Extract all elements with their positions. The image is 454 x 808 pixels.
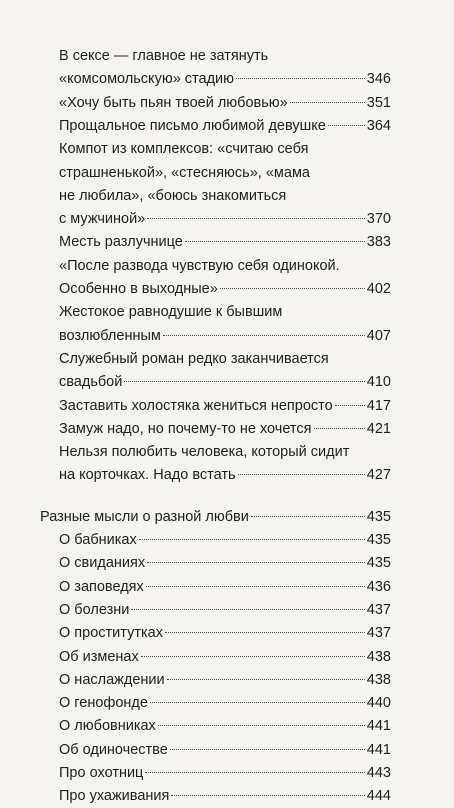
entry-title: Особенно в выходные» <box>59 281 218 297</box>
toc-entry <box>59 277 391 301</box>
toc-line <box>59 738 391 762</box>
page-number: 440 <box>366 695 391 712</box>
toc-line <box>59 254 391 278</box>
toc-line <box>59 551 391 575</box>
page-number: 417 <box>366 397 391 414</box>
entry-title: О проститутках <box>59 625 163 642</box>
dot-leader <box>141 656 365 657</box>
page-number: 444 <box>366 788 391 805</box>
entry-title: Месть разлучнице <box>59 234 183 251</box>
page-number: 437 <box>366 601 391 618</box>
toc-entry <box>59 67 391 91</box>
toc-line <box>59 184 391 208</box>
page-number: 421 <box>366 420 391 437</box>
page-number: 407 <box>366 327 391 344</box>
entry-title: с мужчиной» <box>59 211 146 228</box>
toc-line <box>59 621 391 645</box>
toc-line <box>59 668 391 692</box>
toc-entry <box>59 44 391 68</box>
entry-title: О заповедях <box>59 578 144 595</box>
dot-leader <box>238 474 365 475</box>
page-number: 346 <box>366 71 391 88</box>
entry-title: Заставить холостяка жениться непросто <box>59 397 333 414</box>
dot-leader <box>147 562 365 563</box>
toc-subentry <box>59 598 391 622</box>
toc-line <box>59 645 391 669</box>
dot-leader <box>150 702 365 703</box>
toc-line <box>59 575 391 599</box>
dot-leader <box>314 428 365 429</box>
entry-title: Компот из комплексов: «считаю себя <box>59 141 309 158</box>
dot-leader <box>147 218 365 219</box>
toc-line <box>59 91 391 115</box>
dot-leader <box>251 516 365 517</box>
toc-line <box>59 394 391 418</box>
entry-title: Про ухаживания <box>59 788 170 805</box>
entry-title: Прощальное письмо любимой девушке <box>59 117 326 134</box>
entry-title: Про охотниц <box>59 765 144 781</box>
page-number: 435 <box>366 532 391 548</box>
page-number: 383 <box>366 234 391 251</box>
entry-title: на корточках. Надо встать <box>59 467 236 484</box>
entry-title: О болезни <box>59 601 130 618</box>
dot-leader <box>328 125 365 126</box>
toc-subentry <box>59 551 391 575</box>
toc-line <box>59 417 391 441</box>
toc-section <box>40 505 391 529</box>
toc-entry <box>59 207 391 231</box>
toc-line <box>59 114 391 138</box>
page-number: 402 <box>366 281 391 297</box>
entry-title: В сексе — главное не затянуть <box>59 48 269 64</box>
entry-title: Об изменах <box>59 648 139 665</box>
toc-entry <box>59 440 391 464</box>
entry-title: Замуж надо, но почему-то не хочется <box>59 420 312 437</box>
dot-leader <box>165 632 365 633</box>
entry-title: «После развода чувствую себя одинокой. <box>59 257 340 274</box>
dot-leader <box>163 335 365 336</box>
toc-subentry <box>59 668 391 692</box>
toc-entry <box>59 161 391 185</box>
entry-title: Служебный роман редко заканчивается <box>59 350 329 367</box>
page-number: 410 <box>366 374 391 391</box>
toc-entry <box>59 300 391 324</box>
dot-leader <box>236 78 365 79</box>
page-number: 435 <box>366 555 391 572</box>
page-number: 438 <box>366 671 391 688</box>
page-number: 436 <box>366 578 391 595</box>
dot-leader <box>220 288 365 289</box>
dot-leader <box>290 102 365 103</box>
page-number: 438 <box>366 648 391 665</box>
page-number: 437 <box>366 625 391 642</box>
toc-subentry <box>59 575 391 599</box>
dot-leader <box>167 679 365 680</box>
dot-leader <box>170 749 365 750</box>
toc-subentry <box>59 645 391 669</box>
toc-line <box>59 463 391 487</box>
toc-entry <box>59 463 391 487</box>
page-number: 364 <box>366 117 391 134</box>
toc-subentry <box>59 528 391 552</box>
entry-title: Об одиночестве <box>59 741 168 758</box>
page-number: 435 <box>366 508 391 525</box>
entry-title: Нельзя полюбить человека, который сидит <box>59 444 350 461</box>
toc-line <box>59 44 391 68</box>
toc-line <box>59 324 391 348</box>
toc-entry <box>59 184 391 208</box>
toc-line <box>59 300 391 324</box>
dot-leader <box>145 772 364 773</box>
entry-title: страшненькой», «стесняюсь», «мама <box>59 164 310 181</box>
toc-entry <box>59 114 391 138</box>
toc-line <box>59 137 391 161</box>
toc-line <box>59 207 391 231</box>
dot-leader <box>171 795 364 796</box>
toc-entry <box>59 370 391 394</box>
entry-title: Разные мысли о разной любви <box>40 508 249 525</box>
toc-entry <box>59 324 391 348</box>
dot-leader <box>335 405 365 406</box>
page-number: 351 <box>366 94 391 111</box>
toc-subentry <box>59 691 391 715</box>
dot-leader <box>158 725 365 726</box>
entry-title: возлюбленным <box>59 327 161 344</box>
toc-line <box>59 528 391 552</box>
entry-title: «Хочу быть пьян твоей любовью» <box>59 94 288 111</box>
entry-title: Жестокое равнодушие к бывшим <box>59 304 283 321</box>
toc-subentry <box>59 784 391 808</box>
toc-entry <box>59 137 391 161</box>
toc-line <box>59 714 391 738</box>
page-number: 441 <box>366 741 391 758</box>
entry-title: О свиданиях <box>59 555 146 572</box>
toc-subentry <box>59 621 391 645</box>
entry-title: не любила», «боюсь знакомиться <box>59 187 287 204</box>
toc-line <box>59 67 391 91</box>
toc-line <box>59 230 391 254</box>
entry-title: свадьбой <box>59 374 123 391</box>
dot-leader <box>185 241 365 242</box>
toc-line <box>59 598 391 622</box>
toc-line <box>59 761 391 785</box>
entry-title: О бабниках <box>59 532 137 548</box>
toc-entry <box>59 347 391 371</box>
page-number: 441 <box>366 718 391 735</box>
toc-entry <box>59 230 391 254</box>
page-number: 427 <box>366 467 391 484</box>
entry-title: О любовниках <box>59 718 156 735</box>
entry-title: О наслаждении <box>59 671 165 688</box>
entry-title: О генофонде <box>59 695 148 712</box>
toc-line <box>59 277 391 301</box>
dot-leader <box>139 539 365 540</box>
toc-entry <box>59 91 391 115</box>
toc-line <box>59 161 391 185</box>
toc-line <box>59 784 391 808</box>
dot-leader <box>146 586 365 587</box>
toc-entry <box>59 254 391 278</box>
toc-subentry <box>59 761 391 785</box>
dot-leader <box>124 381 364 382</box>
toc-line <box>59 691 391 715</box>
entry-title: «комсомольскую» стадию <box>59 71 235 88</box>
toc-line <box>59 347 391 371</box>
page-number: 443 <box>366 765 391 781</box>
toc-line <box>59 440 391 464</box>
dot-leader <box>131 609 364 610</box>
toc-subentry <box>59 738 391 762</box>
toc-line <box>59 370 391 394</box>
toc-entry <box>59 394 391 418</box>
toc-line <box>40 505 391 529</box>
toc-subentry <box>59 714 391 738</box>
page-number: 370 <box>366 211 391 228</box>
toc-entry <box>59 417 391 441</box>
